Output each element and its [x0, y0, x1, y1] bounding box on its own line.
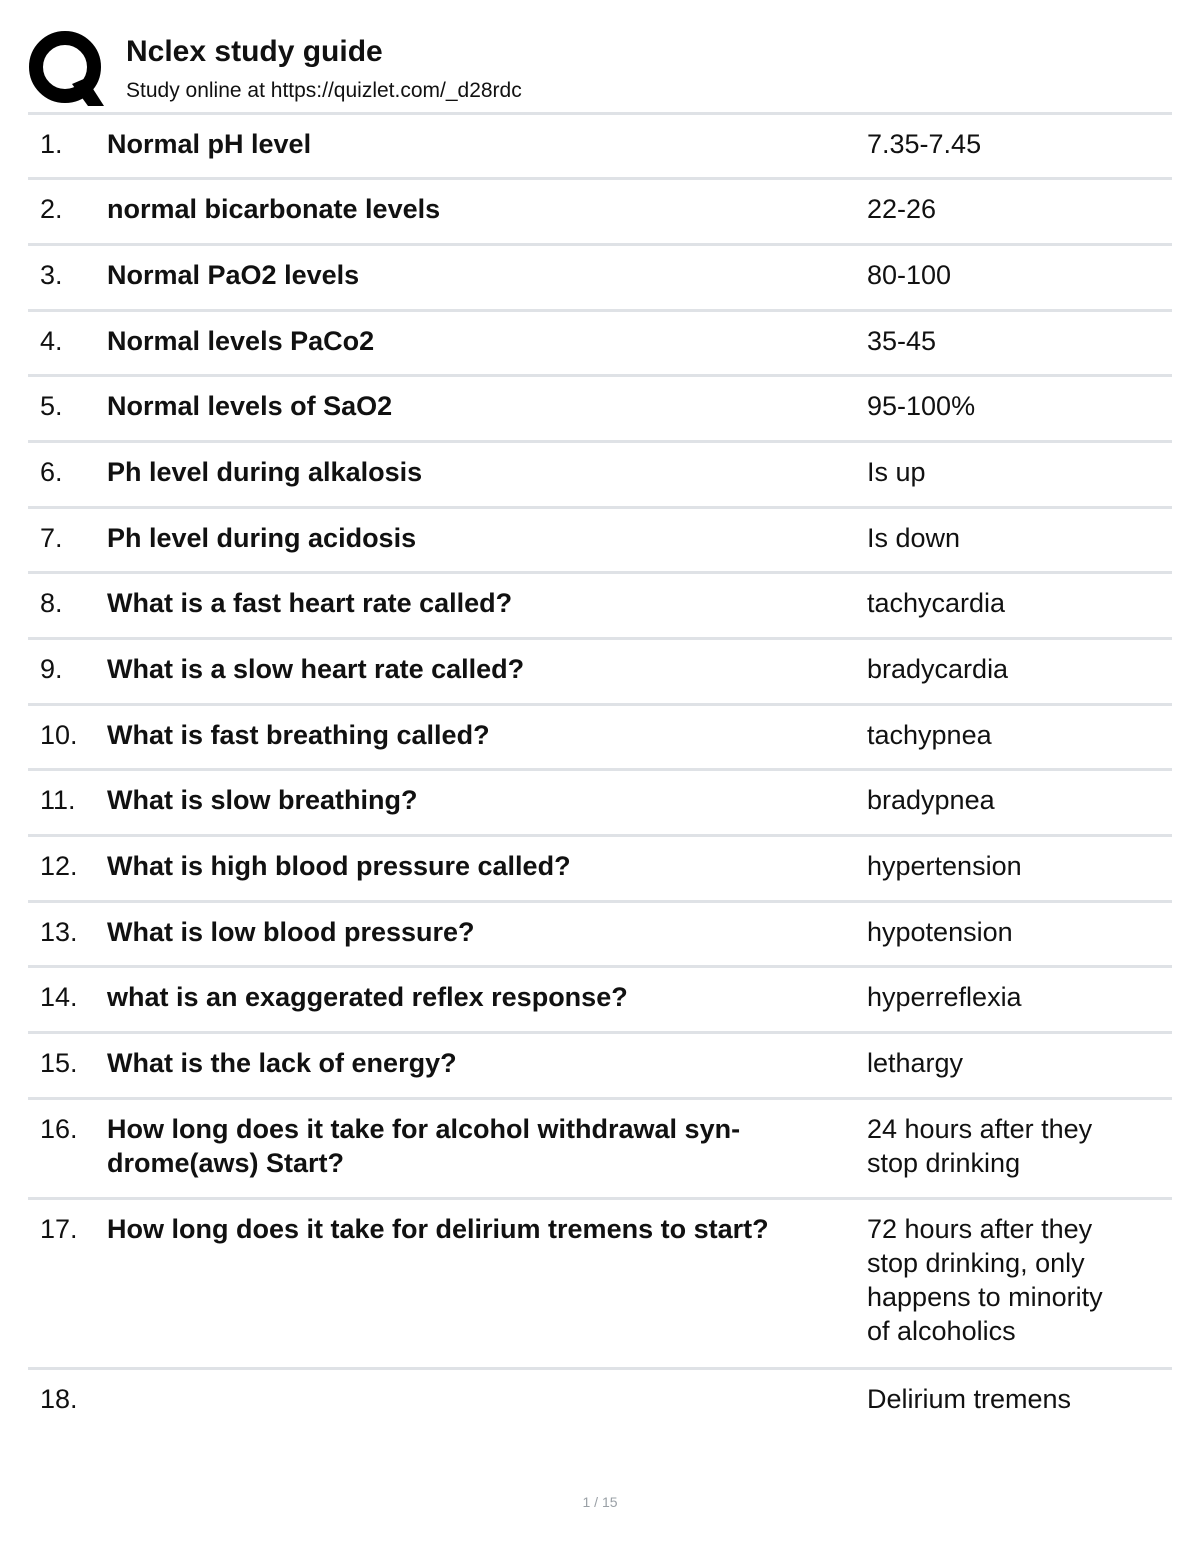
flashcard-row	[28, 640, 1172, 706]
flashcard-row	[28, 968, 1172, 1034]
flashcard-row	[28, 312, 1172, 377]
card-number: 12.	[40, 851, 78, 881]
card-number: 18.	[40, 1384, 78, 1414]
card-term: What is the lack of energy?	[107, 1048, 457, 1078]
card-term: what is an exaggerated reflex response?	[107, 982, 628, 1012]
card-term: Ph level during alkalosis	[107, 457, 423, 487]
card-number: 6.	[40, 457, 63, 487]
flashcard-row	[28, 771, 1172, 837]
card-number: 15.	[40, 1048, 78, 1078]
card-definition: 22-26	[867, 194, 937, 224]
card-number: 8.	[40, 588, 63, 618]
card-term: How long does it take for alcohol withdrawal syn- drome(aws) Start?	[107, 1114, 741, 1178]
card-number: 9.	[40, 654, 63, 684]
card-definition: 35-45	[867, 326, 937, 356]
card-number: 3.	[40, 260, 63, 290]
study-link-text: Study online at https://quizlet.com/_d28rdc	[126, 79, 522, 102]
flashcard-row	[28, 903, 1172, 968]
card-number: 17.	[40, 1214, 78, 1244]
card-term: Normal pH level	[107, 129, 312, 159]
flashcard-row	[28, 246, 1172, 312]
card-number: 16.	[40, 1114, 78, 1144]
flashcard-row	[28, 1370, 1172, 1440]
card-term: Normal levels PaCo2	[107, 326, 375, 356]
flashcard-row	[28, 1100, 1172, 1200]
card-definition: 72 hours after they stop drinking, only happens to minority of alcoholics	[867, 1214, 1103, 1346]
card-definition: 80-100	[867, 260, 952, 290]
card-term: What is a fast heart rate called?	[107, 588, 513, 618]
flashcard-list	[28, 115, 1172, 1440]
card-number: 1.	[40, 129, 63, 159]
card-definition: tachycardia	[867, 588, 1006, 618]
card-term: Normal levels of SaO2	[107, 391, 393, 421]
card-term: What is low blood pressure?	[107, 917, 475, 947]
card-number: 11.	[40, 785, 76, 815]
card-definition: bradycardia	[867, 654, 1009, 684]
card-term: How long does it take for delirium tremens to start?	[107, 1214, 769, 1244]
card-term: What is fast breathing called?	[107, 720, 490, 750]
quizlet-logo-icon	[28, 30, 106, 106]
card-term: What is a slow heart rate called?	[107, 654, 525, 684]
card-definition: Is up	[867, 457, 926, 487]
card-definition: bradypnea	[867, 785, 995, 815]
card-number: 4.	[40, 326, 63, 356]
flashcard-row	[28, 574, 1172, 640]
card-number: 7.	[40, 523, 63, 553]
card-definition: hypertension	[867, 851, 1022, 881]
flashcard-row	[28, 837, 1172, 903]
flashcard-row	[28, 443, 1172, 509]
flashcard-row	[28, 706, 1172, 771]
flashcard-row	[28, 1034, 1172, 1100]
flashcard-row	[28, 115, 1172, 180]
flashcard-row	[28, 1200, 1172, 1370]
card-term: normal bicarbonate levels	[107, 194, 441, 224]
card-number: 2.	[40, 194, 63, 224]
page-number: 1 / 15	[582, 1494, 618, 1510]
card-definition: tachypnea	[867, 720, 992, 750]
card-number: 14.	[40, 982, 78, 1012]
document-title: Nclex study guide	[126, 35, 383, 68]
card-definition: Is down	[867, 523, 961, 553]
card-number: 13.	[40, 917, 78, 947]
card-term: What is slow breathing?	[107, 785, 418, 815]
card-definition: 7.35-7.45	[867, 129, 982, 159]
card-definition: hyperreflexia	[867, 982, 1022, 1012]
flashcard-row	[28, 377, 1172, 443]
flashcard-row	[28, 180, 1172, 246]
card-term: Normal PaO2 levels	[107, 260, 360, 290]
card-number: 10.	[40, 720, 78, 750]
card-term: What is high blood pressure called?	[107, 851, 571, 881]
card-definition: 24 hours after they stop drinking	[867, 1114, 1093, 1178]
flashcard-row	[28, 509, 1172, 574]
card-definition: lethargy	[867, 1048, 964, 1078]
card-term: Ph level during acidosis	[107, 523, 417, 553]
card-definition: hypotension	[867, 917, 1013, 947]
card-number: 5.	[40, 391, 63, 421]
card-definition: 95-100%	[867, 391, 976, 421]
card-definition: Delirium tremens	[867, 1384, 1072, 1414]
document-header	[28, 30, 1172, 112]
